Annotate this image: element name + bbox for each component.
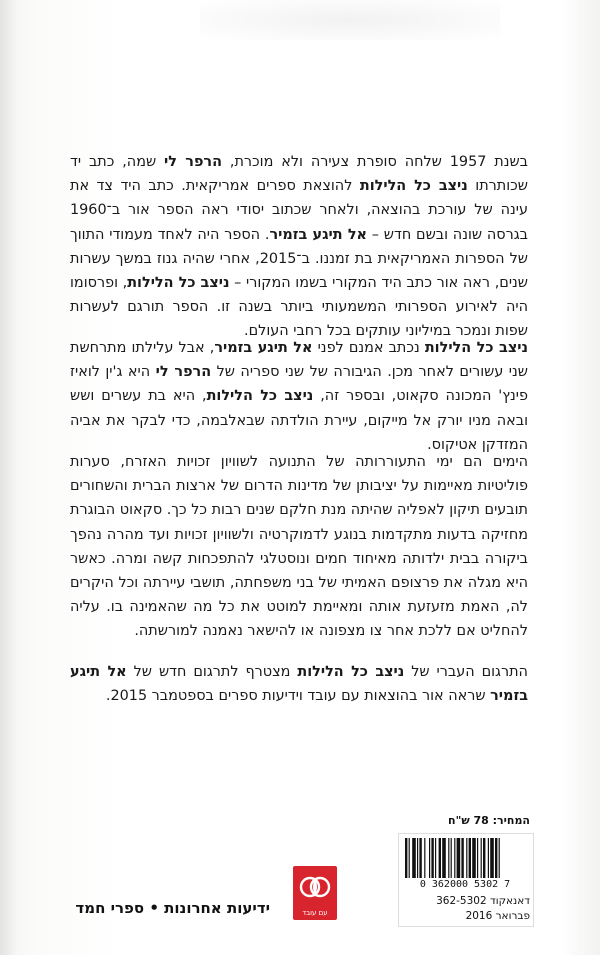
paragraph-text: . הספר היה לאחד מעמודי התווך של הספרות האמריקאית בת זמננו. ב־2015, אחרי שהיה גנוז במשך עשרות שנים, ראה אור כתב היד המקורי בשמו המקורי – [70,226,528,292]
publication-date: פברואר 2016 [465,910,530,922]
barcode-number: 0 362000 5302 7 [419,879,511,890]
book-title-emphasis: ניצב כל הלילות [424,340,528,356]
paragraph-text: , אבל עלילתו מתרחשת שני עשורים לאחר מכן. הגיבורה של שני ספריה של [70,340,528,381]
am-oved-logo [293,866,337,920]
paragraph-text: שמה, כתב יד שכותרתו [70,154,528,195]
publishers-line: ידיעות אחרונות • ספרי חמד [75,899,270,917]
book-title-emphasis: ניצב כל הלילות [359,178,468,195]
logo-text: עם עובד [302,909,328,917]
spine-shadow [0,0,18,955]
book-title-emphasis: ניצב כל הלילות [127,275,230,292]
book-title-emphasis: הרפר לי [164,154,222,170]
paragraph-text: הימים הם ימי התעוררותה של התנועה לשוויון זכויות האזרח, סערות פוליטיות מאיימות על יציבותן של מדינות הדרום של ארצות הברית והשחורים תובעים תיקון לאפליה שהיתה מנת חלקם שנים רבות כל כך. סקאוט הבוגרת מחזיקה בדעות מתקדמות בנוגע לדמוקרטיה ולשוויון זכויות ועד מהרה נהפך ביקורה בבית ילדותה מאיחוד חמים ונוסטלגי להתפכחות קשה ומרה. כאשר היא מגלה את פרצופם האמיתי של בני משפחתה, תושבי עיירתה וכל היקרים לה, האמת מזעזעת אותה ומאיימת למוטט את כל מה שהאמינה בו. עליה להחליט אם ללכת אחר צו מצפונה או להישאר נאמנה למורשתה. [70,454,528,640]
paragraph-text: מצטרף לתרגום חדש של [126,664,298,680]
book-title-emphasis: אל תיגע בזמיר [269,226,368,243]
paragraph-text: נכתב אמנם לפני [312,340,425,356]
price-label: המחיר: 78 ש"ח [448,814,530,827]
book-title-emphasis: אל תיגע בזמיר [70,664,528,705]
paragraph-text: שראה אור בהוצאות עם עובד וידיעות ספרים בספטמבר 2015. [105,688,491,705]
paragraph-text: בשנת 1957 שלחה סופרת צעירה ולא מוכרת, [222,154,529,170]
barcode-bars [405,838,527,878]
paragraph-text: להוצאת ספרים אמריקאית. כתב היד צד את עינה של עורכת בהוצאה, ולאחר שכתוב יסודי ראה הספר אור ב־1960 בגרסה שונה ובשם חדש – [70,178,528,243]
blurb-paragraph-3 [70,450,528,644]
logo-emblem-icon [297,870,333,906]
blurb-paragraph-4 [70,660,528,708]
blurb-paragraph-2 [70,336,528,457]
book-title-emphasis: הרפר לי [155,364,212,381]
book-title-emphasis: ניצב כל הלילות [206,388,314,405]
dani-code: דאנאקוד 362-5302 [436,895,530,907]
paragraph-text: , היא בת עשרים ושש ובאה מניו יורק אל מייקום, עיירת הולדתה שבאלבמה, כדי לבקר את אביה המזדקן אטיקוס. [70,388,528,453]
book-title-emphasis: אל תיגע בזמיר [214,340,313,356]
paragraph-text: , ופרסומו היה לאירוע הספרותי המשמעותי ביותר בשנה זו. הספר תורגם לעשרות שפות ונמכר במיליוני עותקים בכל רחבי העולם. [70,275,528,340]
paragraph-text: התרגום העברי של [404,664,528,680]
top-smudge [200,0,500,40]
book-title-emphasis: ניצב כל הלילות [297,664,405,680]
blurb-paragraph-1 [70,150,528,344]
paragraph-text: היא ג'ין לואיז פינץ' המכונה סקאוט, ובספר זה, [70,364,528,405]
